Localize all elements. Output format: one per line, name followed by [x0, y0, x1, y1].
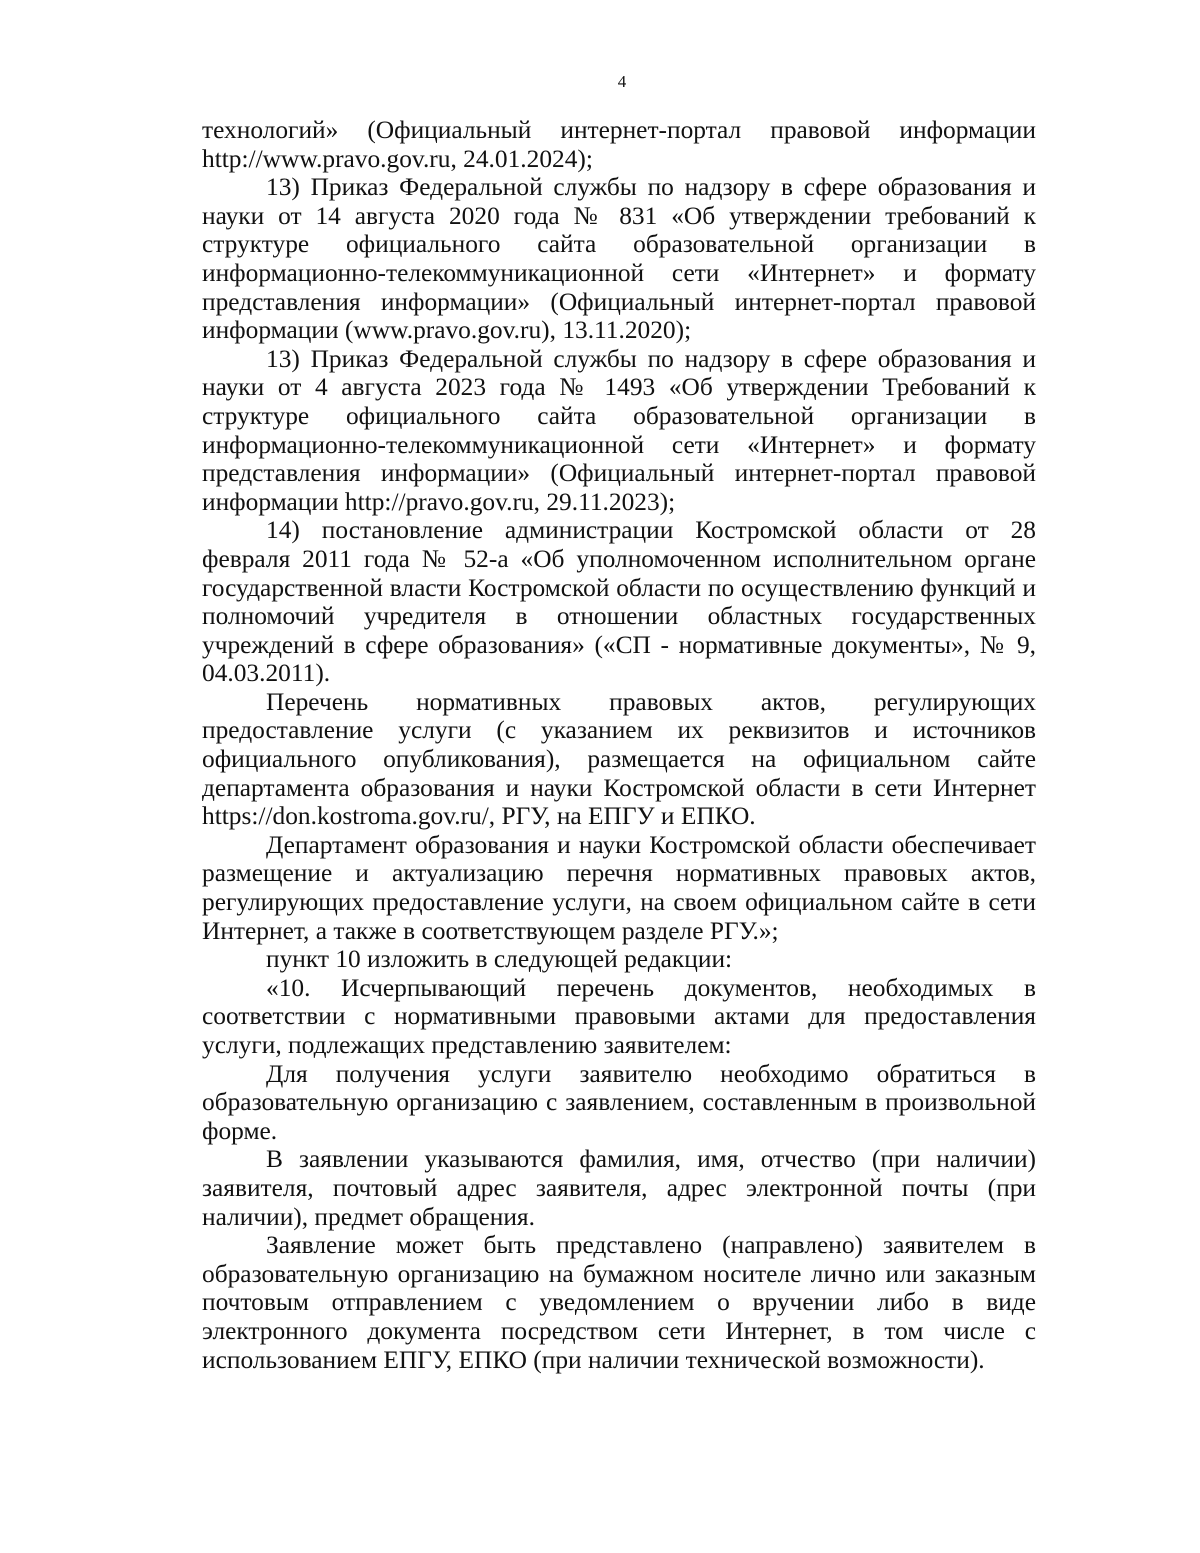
- paragraph-clause-10-intro: пункт 10 изложить в следующей редакции:: [266, 945, 733, 974]
- page-number: 4: [617, 72, 627, 91]
- paragraph-item-13-2020: 13) Приказ Федеральной службы по надзору в сфере образования и науки от 14 августа 2020 года № 831 «Об утверждении требований к структуре официального сайта образовательной организации в информационно-телекоммуникационной сети «Интернет» и формату представления информации» (Официальный интернет-портал правовой информации (www.pravo.gov.ru), 13.11.2020);: [202, 173, 1036, 345]
- paragraph-application-submission: Заявление может быть представлено (направлено) заявителем в образовательную организацию на бумажном носителе лично или заказным почтовым отправлением с уведомлением о вручении либо в виде электронного документа посредством сети Интернет, в том числе с использованием ЕПГУ, ЕПКО (при наличии технической возможности).: [202, 1231, 1036, 1374]
- paragraph-application-contents: В заявлении указываются фамилия, имя, отчество (при наличии) заявителя, почтовый адрес заявителя, адрес электронной почты (при наличии), предмет обращения.: [202, 1145, 1036, 1231]
- paragraph-application-requirement: Для получения услуги заявителю необходимо обратиться в образовательную организацию с заявлением, составленным в произвольной форме.: [202, 1059, 1036, 1145]
- paragraph-item-14: 14) постановление администрации Костромской области от 28 февраля 2011 года № 52-а «Об уполномоченном исполнительном органе государственной власти Костромской области по осуществлению функций и полномочий учредителя в отношении областных государственных учреждений в сфере образования» («СП - нормативные документы», № 9, 04.03.2011).: [202, 516, 1036, 688]
- paragraph-list-placement: Перечень нормативных правовых актов, регулирующих предоставление услуги (с указанием их реквизитов и источников официального опубликования), размещается на официальном сайте департамента образования и науки Костромской области в сети Интернет https://don.kostroma.gov.ru/, РГУ, на ЕПГУ и ЕПКО.: [202, 687, 1036, 831]
- paragraph-clause-10: «10. Исчерпывающий перечень документов, необходимых в соответствии с нормативными правовыми актами для предоставления услуги, подлежащих представлению заявителем:: [202, 973, 1036, 1059]
- paragraph-item-13-2023: 13) Приказ Федеральной службы по надзору в сфере образования и науки от 4 августа 2023 года № 1493 «Об утверждении Требований к структуре официального сайта образовательной организации в информационно-телекоммуникационной сети «Интернет» и формату представления информации» (Официальный интернет-портал правовой информации http://pravo.gov.ru, 29.11.2023);: [202, 344, 1036, 516]
- paragraph-continuation: технологий» (Официальный интернет-портал правовой информации http://www.pravo.gov.ru, 24.01.2024);: [202, 116, 1036, 173]
- document-body: [202, 116, 1036, 1374]
- paragraph-department-duty: Департамент образования и науки Костромской области обеспечивает размещение и актуализацию перечня нормативных правовых актов, регулирующих предоставление услуги, на своем официальном сайте в сети Интернет, а также в соответствующем разделе РГУ.»;: [202, 830, 1036, 945]
